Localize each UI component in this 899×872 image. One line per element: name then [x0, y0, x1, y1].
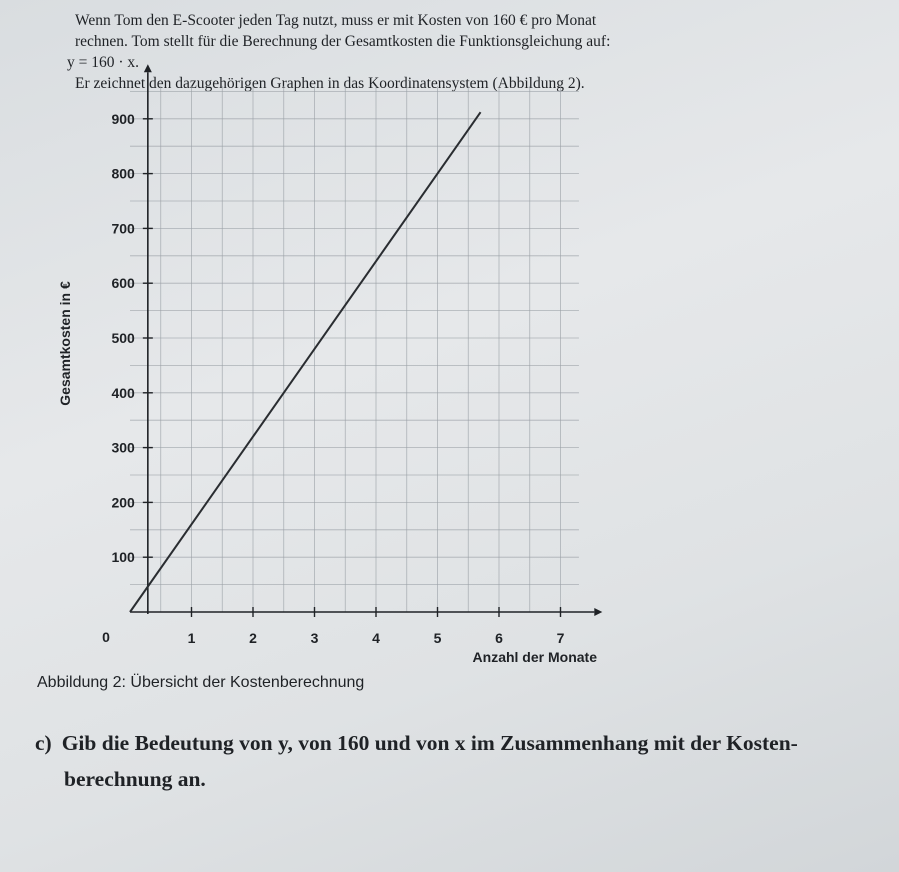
task-c: [35, 725, 835, 797]
intro-line-4: Er zeichnet den dazugehörigen Graphen in das Koordinatensystem (Abbildung 2).: [75, 75, 585, 92]
chart-ticks: [102, 111, 565, 646]
y-tick-label: 800: [111, 165, 135, 182]
x-axis-arrow: [594, 608, 602, 616]
y-tick-label: 600: [111, 275, 135, 292]
x-tick-label: 2: [249, 630, 257, 646]
task-label: c): [35, 731, 52, 755]
x-tick-label: 7: [556, 630, 565, 646]
x-tick-label: 5: [433, 630, 442, 646]
y-tick-label: 200: [111, 494, 135, 511]
x-tick-label: 4: [372, 630, 380, 646]
y-tick-label: 400: [111, 384, 135, 401]
chart-axes: [130, 64, 602, 616]
y-tick-label: 300: [111, 439, 135, 456]
chart-grid: [130, 86, 579, 612]
x-axis-label: Anzahl der Monate: [472, 649, 597, 665]
y-tick-label: 900: [111, 110, 135, 127]
figure-caption: Abbildung 2: Übersicht der Kostenberechnung: [37, 674, 365, 691]
x-tick-label: 1: [187, 630, 196, 646]
task-line-2: berechnung an.: [64, 767, 206, 791]
x-tick-label: 6: [495, 630, 503, 646]
intro-line-2: rechnen. Tom stellt für die Berechnung der Gesamtkosten die Funktionsgleichung auf:: [75, 33, 611, 50]
chart-series: [130, 112, 481, 612]
y-tick-label: 100: [111, 549, 135, 566]
function-equation: y = 160 · x.: [67, 54, 140, 71]
intro-line-1: Wenn Tom den E-Scooter jeden Tag nutzt, muss er mit Kosten von 160 € pro Monat: [75, 12, 597, 29]
x-tick-label: 3: [310, 630, 319, 646]
y-tick-label: 700: [111, 220, 135, 237]
task-line-1: Gib die Bedeutung von y, von 160 und von x im Zusammenhang mit der Kosten-: [61, 731, 798, 755]
y-axis-arrow: [144, 64, 152, 72]
y-tick-label: 500: [111, 330, 135, 346]
y-axis-label: Gesamtkosten in €: [57, 281, 73, 406]
cost-line: [130, 112, 481, 612]
origin-label: 0: [102, 629, 110, 645]
